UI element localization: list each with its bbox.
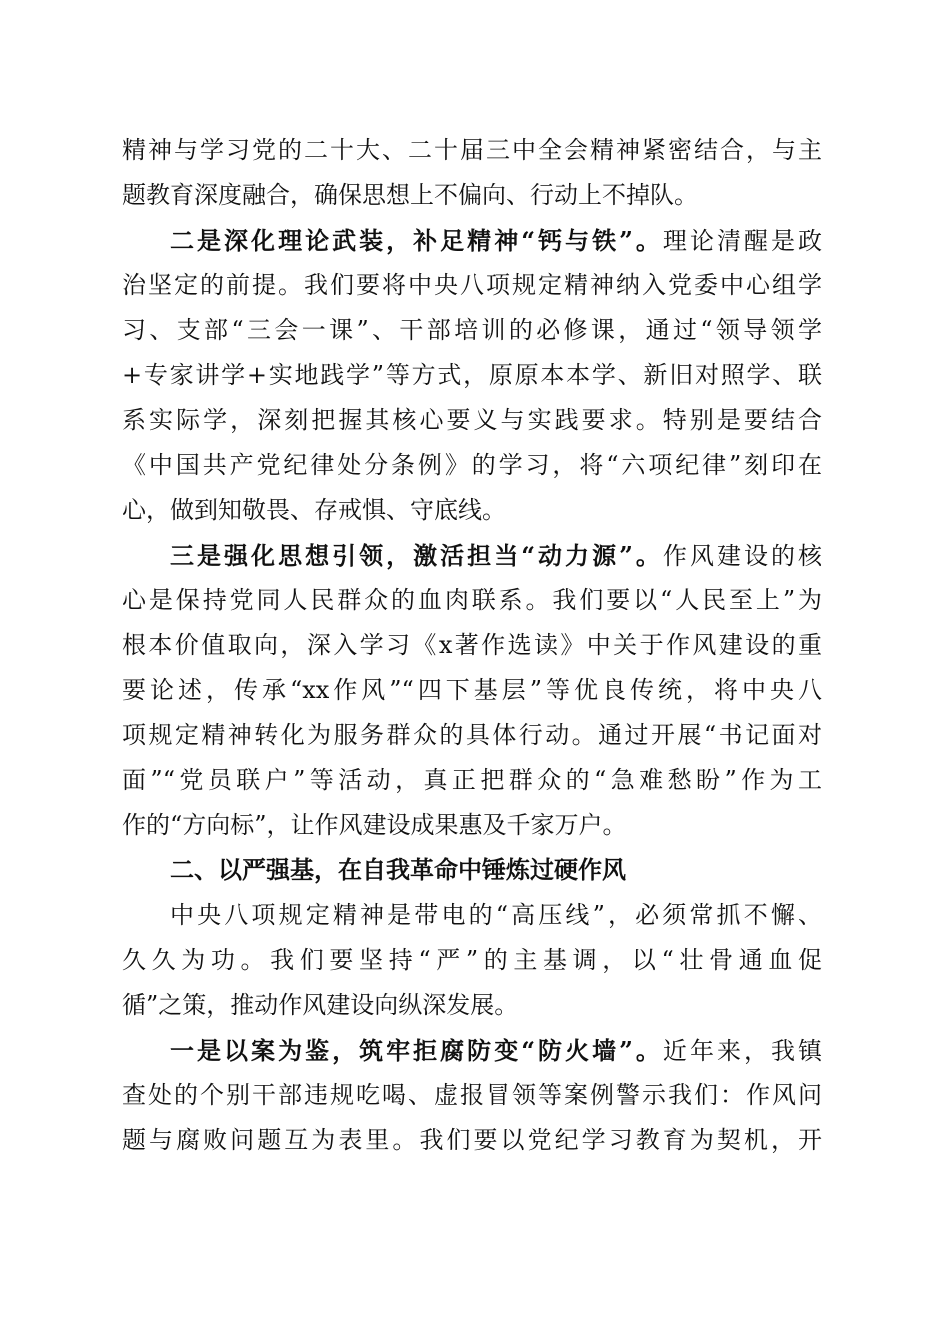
- text-line: 题与腐败问题互为表里。我们要以党纪学习教育为契机，开: [122, 1126, 822, 1154]
- text-line: [122, 218, 822, 263]
- text-line: 作的“方向标”，让作风建设成果惠及千家万户。: [122, 811, 627, 839]
- paragraph-lead: 一是以案为鉴，筑牢拒腐防变“防火墙”。: [170, 1036, 663, 1065]
- document-body: [122, 128, 822, 1163]
- text-line: 循”之策，推动作风建设向纵深发展。: [122, 991, 519, 1019]
- text-line: 心，做到知敬畏、存戒惧、守底线。: [122, 496, 506, 524]
- paragraph-lead: 二是深化理论武装，补足精神“钙与铁”。: [170, 226, 663, 255]
- text-line: [122, 533, 822, 578]
- text-line: 精神与学习党的二十大、二十届三中全会精神紧密结合，与主: [122, 136, 822, 164]
- text-line: 治坚定的前提。我们要将中央八项规定精神纳入党委中心组学: [122, 271, 822, 299]
- text-line: 要论述，传承“xx作风”“四下基层”等优良传统，将中央八: [122, 676, 822, 704]
- paragraph-text: 近年来，我镇: [662, 1037, 823, 1065]
- text-line: 《中国共产党纪律处分条例》的学习，将“六项纪律”刻印在: [122, 451, 822, 479]
- text-line: 系实际学，深刻把握其核心要义与实践要求。特别是要结合: [122, 406, 822, 434]
- paragraph-text: 理论清醒是政: [662, 227, 823, 255]
- text-line: 中央八项规定精神是带电的“高压线”，必须常抓不懈、: [170, 901, 822, 929]
- text-line: 面”“党员联户”等活动，真正把群众的“急难愁盼”作为工: [122, 766, 822, 794]
- paragraph-continuation: [122, 128, 822, 218]
- text-line: 久久为功。我们要坚持“严”的主基调，以“壮骨通血促: [122, 946, 822, 974]
- paragraph-lead: 三是强化思想引领，激活担当“动力源”。: [170, 541, 663, 570]
- text-line: [122, 1028, 822, 1073]
- text-line: 查处的个别干部违规吃喝、虚报冒领等案例警示我们：作风问: [122, 1081, 822, 1109]
- paragraph-theory: [122, 218, 822, 533]
- paragraph-intro: [122, 893, 822, 1028]
- text-line: 题教育深度融合，确保思想上不偏向、行动上不掉队。: [122, 181, 698, 209]
- text-line: +专家讲学+实地践学”等方式，原原本本学、新旧对照学、联: [122, 361, 822, 389]
- paragraph-text: 作风建设的核: [662, 542, 823, 570]
- text-line: 根本价值取向，深入学习《x著作选读》中关于作风建设的重: [122, 631, 822, 659]
- section-heading: [122, 848, 822, 893]
- section-heading-text: 二、以严强基，在自我革命中锤炼过硬作风: [170, 856, 626, 884]
- text-line: 项规定精神转化为服务群众的具体行动。通过开展“书记面对: [122, 721, 822, 749]
- paragraph-guidance: [122, 533, 822, 848]
- text-line: 心是保持党同人民群众的血肉联系。我们要以“人民至上”为: [122, 586, 822, 614]
- text-line: 习、支部“三会一课”、干部培训的必修课，通过“领导领学: [122, 316, 822, 344]
- paragraph-cases: [122, 1028, 822, 1163]
